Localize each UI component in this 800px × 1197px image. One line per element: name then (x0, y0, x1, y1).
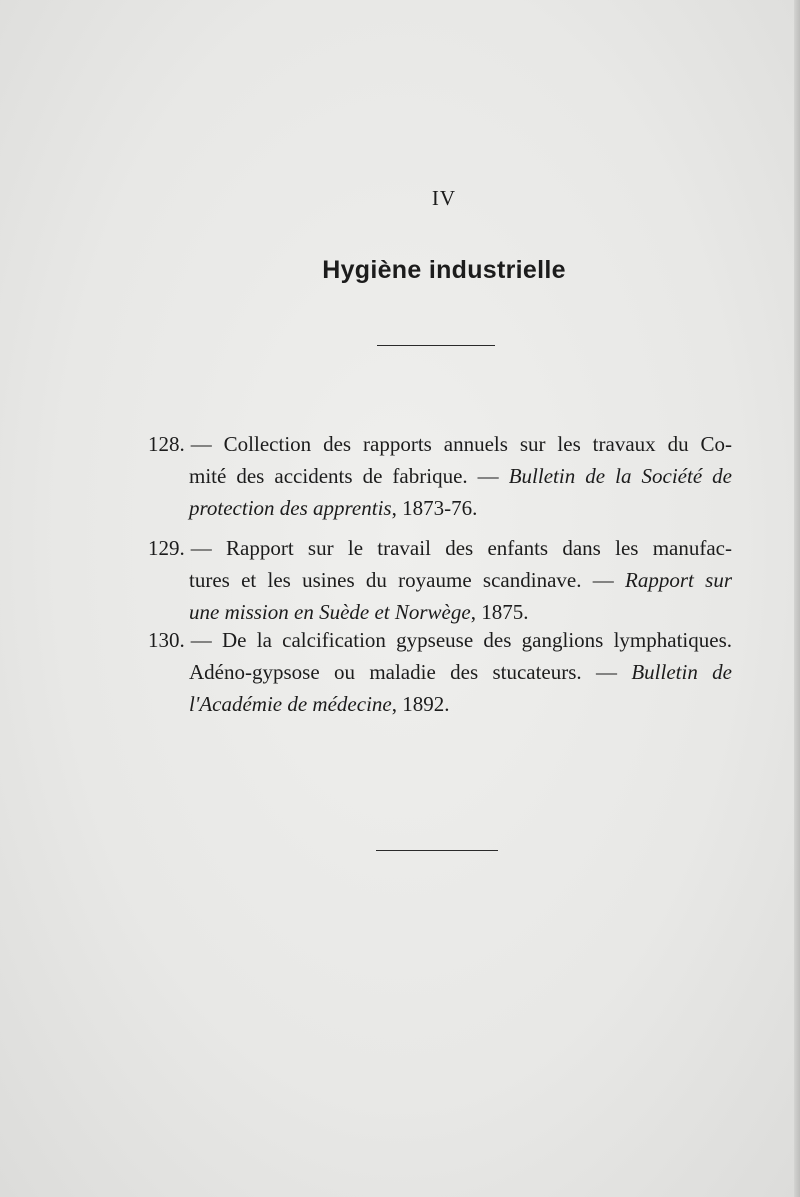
entry-line (148, 624, 732, 656)
entry-source: l'Académie de médecine (189, 692, 392, 716)
entry-text: tures et les usines du royaume scandinave. — (189, 568, 626, 592)
entry-number: 130. (148, 628, 185, 652)
entry-line (148, 428, 732, 460)
bibliography-entry-130 (148, 624, 732, 720)
end-divider (376, 850, 498, 851)
entry-number: 128. (148, 432, 185, 456)
entry-date: , 1873-76. (391, 496, 478, 520)
entry-line (148, 656, 732, 688)
bibliography-entry-128 (148, 428, 732, 524)
section-title: Hygiène industrielle (322, 256, 566, 284)
entry-line (148, 532, 732, 564)
entry-text: Adéno-gypsose ou maladie des stucateurs. — (189, 660, 632, 684)
section-number: IV (431, 186, 457, 210)
entry-source: Rapport sur (625, 568, 732, 592)
entry-source: protection des apprentis (189, 496, 392, 520)
entry-line (148, 688, 732, 720)
entry-date: , 1892. (391, 692, 450, 716)
entry-line (148, 564, 732, 596)
entry-text: mité des accidents de fabrique. — (189, 464, 509, 488)
entry-text: — Collection des rapports annuels sur les travaux du Co- (190, 432, 732, 456)
entry-line (148, 460, 732, 492)
entry-date: , 1875. (470, 600, 529, 624)
entry-source: Bulletin de (631, 660, 733, 684)
entry-source: une mission en Suède et Norwège (189, 600, 471, 624)
entry-line (148, 492, 732, 524)
entry-text: — De la calcification gypseuse des ganglions lymphatiques. (190, 628, 732, 652)
entry-number: 129. (148, 536, 185, 560)
bibliography-entry-129 (148, 532, 732, 628)
page-edge-shadow (794, 0, 800, 1197)
title-divider (377, 345, 495, 346)
entry-text: — Rapport sur le travail des enfants dans les manufac- (190, 536, 732, 560)
entry-source: Bulletin de la Société de (508, 464, 732, 488)
